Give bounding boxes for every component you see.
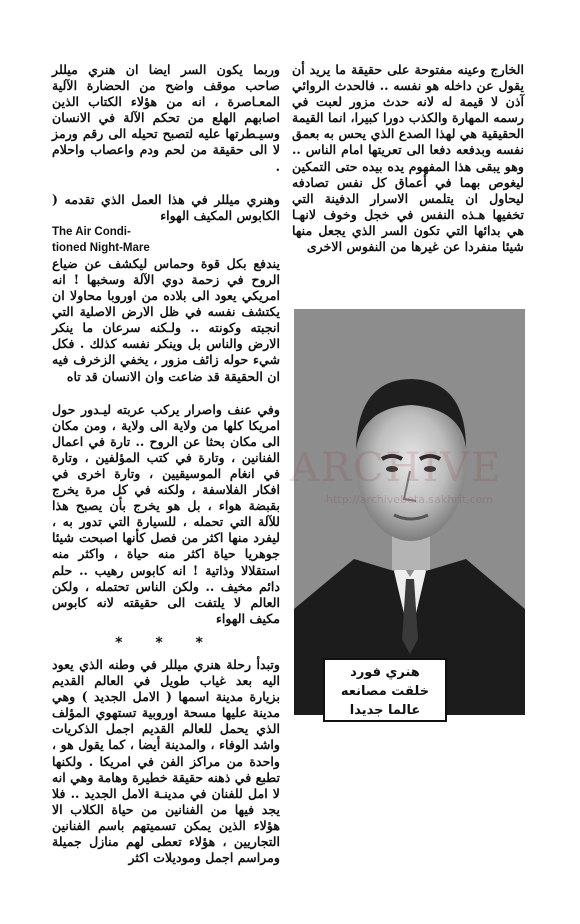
left-paragraph-4: وتبدأ رحلة هنري ميللر في وطنه الذي يعود اليه بعد غياب طويل في العالم القديم بزيارة مدينة اسمها ( الامل الجديد ) وهي مدينة عليها مسحة اوروبية تستهوي المؤلف الذي يحمل للعالم القديم اجمل الذكريات واشد الوفاء ، والمدينة أيضا ، كما يقول هو ، واحدة من مراكز الفن في امريكا . ولكنها تطبع في ذهنه حقيقة خطيرة وهامة وهي انه لا امل للفنان في مدينـة الامل الجديد .. فلا يجد فيها من الفنانين من حياة الكلاب الا هؤلاء الذين يمكن تسميتهم باسم الفنانين التجاريين ، هؤلاء تعطى لهم منازل جميلة ومراسم اجمل وموديلات اكثر <box>52 657 280 866</box>
left-text-column <box>52 62 280 866</box>
left-paragraph-2-body: يندفع بكل قوة وحماس ليكشف عن ضياع الروح في زحمة دوي الآلة وسخبها ! انه امريكي يعود الى بلاده من اوروبا محاولا ان يكتشف نفسه في ظل الارض الاصلية التي انجبته وكونته .. ولـكنه سرعان ما ينكر الارض والناس بل وينكر نفسه كذلك . فكل شيء حوله زائف مزور ، يخفي الزخرف فيه ان الحقيقة قد ضاعت وان الانسان قد تاه <box>52 255 280 384</box>
right-text-column <box>292 62 524 255</box>
english-title-line-2: tioned Night-Mare <box>52 241 150 254</box>
right-paragraph-1: الخارج وعينه مفتوحة على حقيقة ما يريد أن يقول عن داخله هو نفسه .. فالحدث الروائي آذن لا قيمة له لانه حدث مزور لعبت في رسمه المهارة والكذب دورا كبيرا، انما القيمة الحقيقية هي لهذا الصدع الذي يحس به بعمق نفسه وبدفعه دفعا الى تعريتها امام الناس .. وهو يبقى هذا المفهوم يده بيده حتى التمكين ليغوص بهما في أعماق كل نفس تصادفه ليحاول ان يتلمس الاسرار الدفينة التي تخفيها هـذه النفس في خجل وخوف لانهـا هي بدائها التي تكون السر الذي يجعل منها شيئا منفردا عن غيرها من النفوس الاخرى <box>292 62 524 255</box>
caption-line-3: عالما جديدا <box>349 703 421 718</box>
caption-line-2: خلقت مصانعه <box>340 684 430 699</box>
section-divider-stars: * * * <box>115 634 217 651</box>
photo-caption <box>323 658 447 722</box>
left-paragraph-1: وربما يكون السر ايضا ان هنري ميللر صاحب موقف واضح من الحضارة الآلية المعـاصرة ، انه من هؤلاء الكتاب الذين اصابهم الهلع من تحكم الآلة في الانسان وسيـطرتها عليه لتصبح تحيله الى رقم ورمز لا الى حقيقة من لحم ودم واعصاب واحلام . <box>52 62 280 174</box>
english-title-line-1: The Air Condi- <box>52 225 131 238</box>
portrait-illustration <box>294 309 525 715</box>
left-paragraph-2-intro: وهنري ميللر في هذا العمل الذي تقدمه ( الكابوس المكيف الهواء <box>52 191 280 223</box>
left-paragraph-3: وفي عنف واصرار يركب عربته ليـدور حول امريكا كلها من ولاية الى ولاية ، ومن مكان الى مكان بحثا عن الروح .. تارة في اعمال الفنانين ، وتارة في كتب المؤلفين ، وتارة في انغام الموسيقيين ، وتارة اخرى في افكار الفلاسفة ، ولكنه في كل مرة يخرج بقبضة هواء ، بل هو يخرج بأن يصبح هذا للآلة التي تحمله ، للسيارة التي تدور به ، ليفرد منها اكثر من فصل كأنها اصبحت شيئا جوهريا حياة اكثر منه حياة ، واكثر منه استقلالا وذاتية ! انه كابوس رهيب .. حلم دائم مخيف .. ولكن الناس تحتمله ، ولكن العالم لا يلتفت الى حقيقته لانه كابوس مكيف الهواء <box>52 401 280 626</box>
portrait-photo-henry-ford <box>294 309 525 715</box>
caption-line-1: هنري فورد <box>350 665 420 680</box>
watermark-url: http://archivebeta.sakhrit.com <box>326 493 494 506</box>
left-paragraph-2 <box>52 192 280 385</box>
